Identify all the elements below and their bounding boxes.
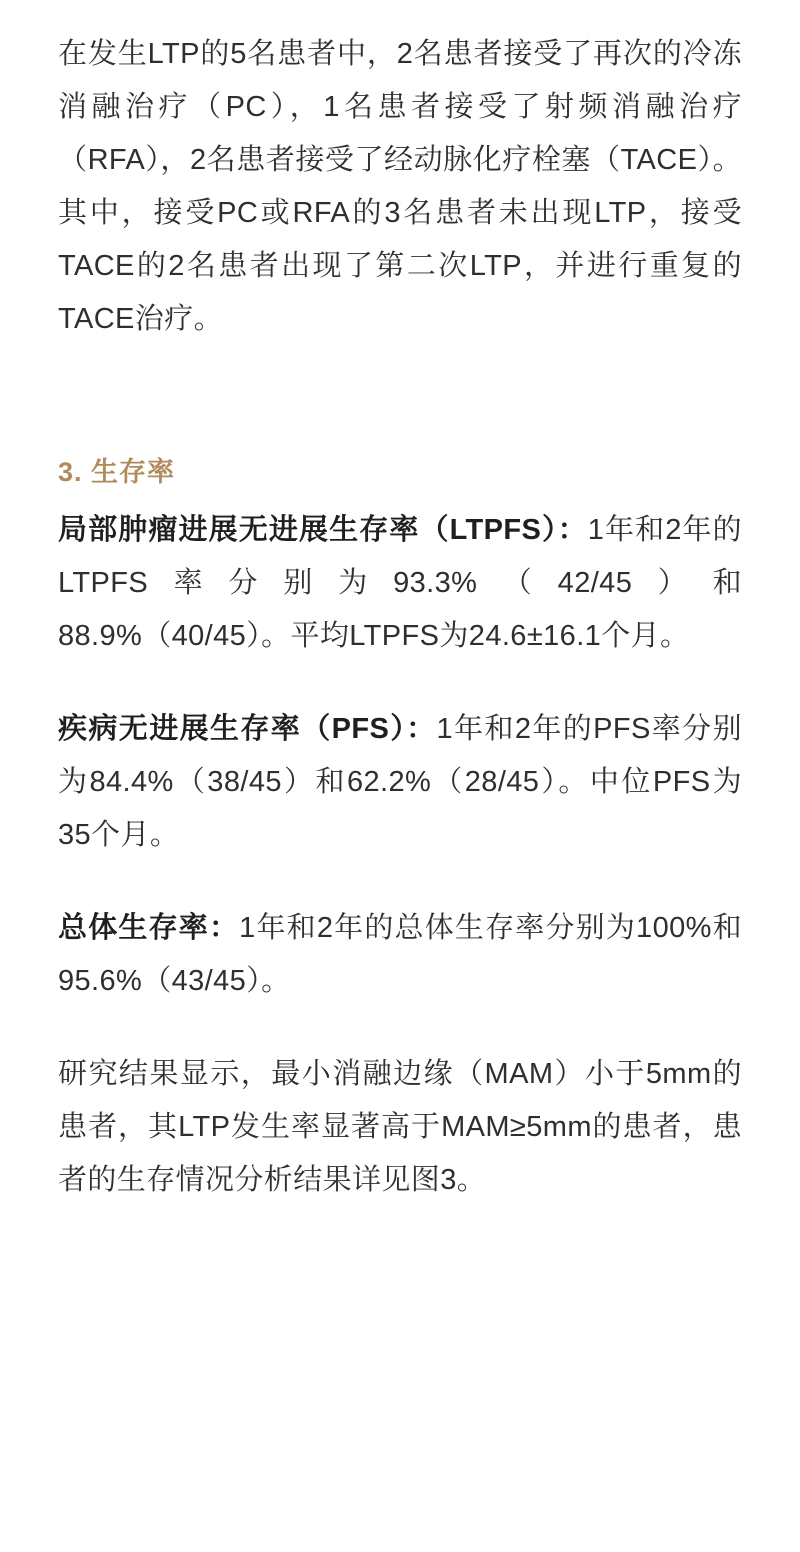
paragraph-ltp-retreatment: 在发生LTP的5名患者中，2名患者接受了再次的冷冻消融治疗（PC），1名患者接受了射频消融治疗（RFA），2名患者接受了经动脉化疗栓塞（TACE）。其中，接受PC或RFA的3名患者未出现LTP，接受TACE的2名患者出现了第二次LTP，并进行重复的TACE治疗。 [58, 38, 742, 335]
paragraph-pfs [58, 703, 742, 862]
os-label: 总体生存率： [58, 912, 240, 944]
ltpfs-text: 1年和2年的LTPFS率分别为93.3%（42/45）和88.9%（40/45）。平均LTPFS为24.6±16.1个月。 [58, 514, 742, 652]
paragraph-mam-findings: 研究结果显示，最小消融边缘（MAM）小于5mm的患者，其LTP发生率显著高于MAM≥5mm的患者，患者的生存情况分析结果详见图3。 [58, 1058, 742, 1196]
section-heading-survival-rate: 3. 生存率 [58, 457, 176, 487]
paragraph-ltpfs [58, 504, 742, 663]
os-text: 1年和2年的总体生存率分别为100%和95.6%（43/45）。 [58, 912, 742, 997]
spacer [58, 360, 742, 406]
pfs-label: 疾病无进展生存率（PFS）： [58, 713, 437, 745]
spacer [58, 663, 742, 703]
pfs-text: 1年和2年的PFS率分别为84.4%（38/45）和62.2%（28/45）。中位PFS为35个月。 [58, 713, 742, 851]
ltpfs-label: 局部肿瘤进展无进展生存率（LTPFS）： [58, 514, 588, 546]
spacer [58, 862, 742, 902]
spacer [58, 1008, 742, 1048]
paragraph-overall-survival [58, 902, 742, 1008]
